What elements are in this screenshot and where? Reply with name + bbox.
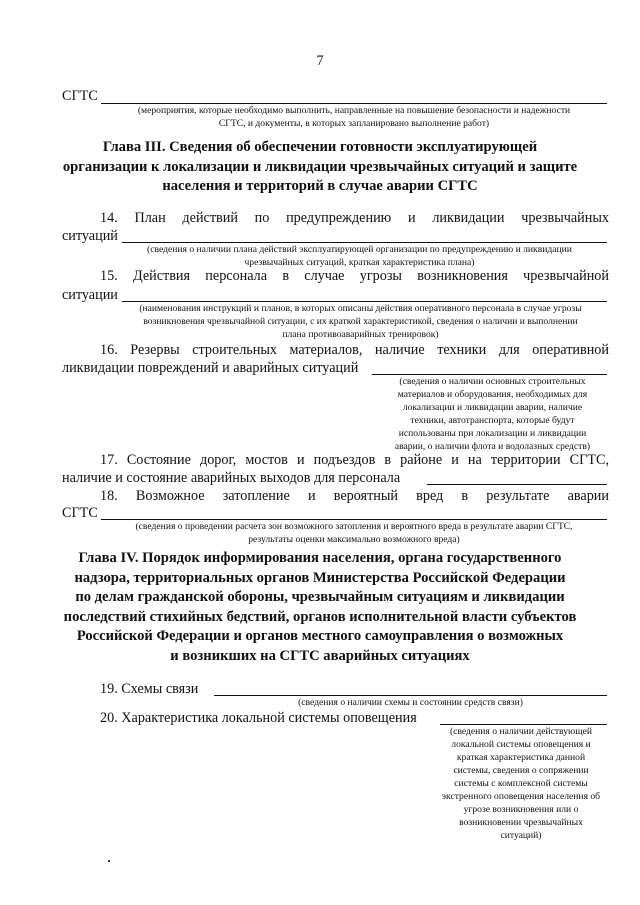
item-20-caption-line: краткая характеристика данной	[456, 752, 586, 763]
item-20-caption-line: локальной системы оповещения и	[451, 739, 591, 750]
item-16-caption-line: локализации и ликвидации аварии, наличие	[402, 402, 583, 413]
top-caption-1: (мероприятия, которые необходимо выполнить, направленные на повышение безопасности и надежности	[137, 105, 571, 116]
item-20-caption-line: (сведения о наличии действующей	[449, 726, 593, 737]
chapter-3-title-line: Глава III. Сведения об обеспечении готовности эксплуатирующей	[102, 139, 538, 155]
item-16-caption-line: (сведения о наличии основных строительных	[399, 376, 586, 387]
item-18-caption-1: (сведения о проведении расчета зон возможного затопления и вероятного вреда в результате аварии СГТС,	[135, 521, 573, 532]
item-16-caption-line: техники, автотранспорта, которые будут	[410, 415, 575, 426]
item-16-caption-line: материалов и оборудования, необходимых для	[397, 389, 588, 400]
chapter-3-title-line: организации к локализации и ликвидации чрезвычайных ситуаций и защите	[62, 158, 578, 175]
item-20-caption-line: ситуаций)	[500, 830, 542, 841]
item-20-caption-line: угрозе возникновения или о	[463, 804, 579, 815]
page-number: 7	[316, 53, 324, 69]
item-20-caption-line: системы с комплексной системы	[454, 778, 588, 789]
chapter-4-title-line: надзора, территориальных органов Министерства Российской Федерации	[74, 569, 566, 586]
item-15-caption-3: плана противоаварийных тренировок)	[282, 329, 439, 340]
item-20-caption-line: возникновении чрезвычайных	[459, 817, 583, 828]
item-14-prefix: ситуаций	[62, 228, 118, 244]
item-16-caption-line: аварии, о наличии флота и водолазных средств)	[394, 441, 591, 452]
item-18-prefix: СГТС	[62, 505, 98, 521]
chapter-4-title-line: Российской Федерации и органов местного самоуправления о возможных	[76, 628, 564, 644]
item-20-caption-line: системы, сведения о сопряжении	[453, 765, 589, 776]
item-17-prefix: наличие и состояние аварийных выходов для персонала	[62, 470, 401, 486]
item-19-label: 19. Схемы связи	[100, 681, 199, 697]
item-16-prefix: ликвидации повреждений и аварийных ситуаций	[62, 360, 359, 376]
item-18-caption-2: результаты оценки максимально возможного вреда)	[248, 534, 460, 545]
item-15-caption-2: возникновения чрезвычайной ситуации, с их краткой характеристикой, сведения о наличии и выполнении	[143, 316, 578, 327]
chapter-4-title-line: и возникших на СГТС аварийных ситуациях	[170, 647, 470, 664]
item-15-prefix: ситуации	[62, 287, 118, 303]
item-14-line-1: 14. План действий по предупреждению и ликвидации чрезвычайных	[100, 210, 609, 226]
scan-speck	[108, 860, 110, 862]
chapter-4-title-line: по делам гражданской обороны, чрезвычайным ситуациям и ликвидации	[75, 589, 565, 605]
item-19-caption: (сведения о наличии схемы и состоянии средств связи)	[298, 697, 523, 708]
item-15-caption-1: (наименования инструкций и планов, в которых описаны действия оперативного персонала в случае угрозы	[139, 303, 582, 314]
top-caption-2: СГТС, и документы, в которых запланировано выполнение работ)	[218, 118, 490, 129]
item-20-caption-line: экстренного оповещения населения об	[441, 791, 601, 802]
item-17-line-1: 17. Состояние дорог, мостов и подъездов в районе и на территории СГТС,	[100, 452, 609, 468]
item-16-caption-line: использованы при локализации и ликвидации	[398, 428, 587, 439]
chapter-4-title-line: Глава IV. Порядок информирования населения, органа государственного	[78, 550, 562, 566]
item-20-label: 20. Характеристика локальной системы оповещения	[100, 710, 417, 726]
chapter-3-title-line: населения и территорий в случае аварии СГТС	[162, 178, 478, 194]
item-18-line-1: 18. Возможное затопление и вероятный вред в результате аварии	[100, 488, 609, 504]
item-17-fill-line	[427, 484, 607, 485]
item-15-line-1: 15. Действия персонала в случае угрозы возникновения чрезвычайной	[100, 268, 609, 284]
item-14-caption-2: чрезвычайных ситуаций, краткая характеристика плана)	[244, 257, 475, 268]
top-sgts-prefix: СГТС	[62, 88, 98, 104]
chapter-4-title-line: последствий стихийных бедствий, органов исполнительной власти субъектов	[63, 608, 577, 625]
item-14-caption-1: (сведения о наличии плана действий эксплуатирующей организации по предупреждению и ликвидации	[147, 244, 572, 255]
item-16-line-1: 16. Резервы строительных материалов, наличие техники для оперативной	[100, 342, 609, 358]
